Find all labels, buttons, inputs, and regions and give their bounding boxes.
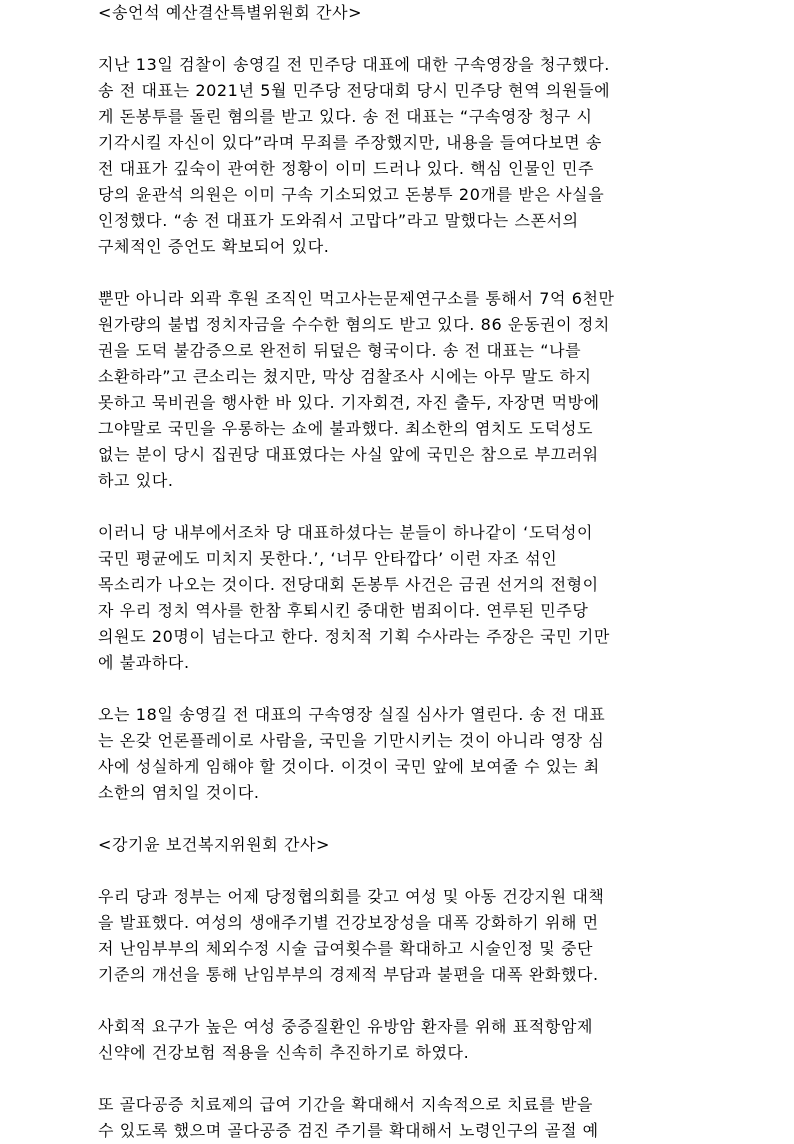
paragraph-line: 없는 분이 당시 집권당 대표였다는 사실 앞에 국민은 참으로 부끄러워 — [98, 445, 599, 464]
paragraph-line: 목소리가 나오는 것이다. 전당대회 돈봉투 사건은 금권 선거의 전형이 — [98, 575, 599, 594]
paragraph-line: 전 대표가 깊숙이 관여한 정황이 이미 드러나 있다. 핵심 인물인 민주 — [98, 159, 595, 178]
paragraph-line: 우리 당과 정부는 어제 당정협의회를 갖고 여성 및 아동 건강지원 대책 — [98, 887, 605, 906]
paragraph-line: 사에 성실하게 임해야 할 것이다. 이것이 국민 앞에 보여줄 수 있는 최 — [98, 757, 600, 776]
section-spacer — [98, 806, 708, 832]
paragraph-line: 기준의 개선을 통해 난임부부의 경제적 부담과 불편을 대폭 완화했다. — [98, 965, 599, 984]
paragraph-line: 못하고 묵비권을 행사한 바 있다. 기자회견, 자진 출두, 자장면 먹방에 — [98, 393, 600, 412]
paragraph — [98, 286, 708, 494]
paragraph-line: 게 돈봉투를 돌린 혐의를 받고 있다. 송 전 대표는 “구속영장 청구 시 — [98, 107, 593, 126]
paragraph-line: 하고 있다. — [98, 471, 174, 490]
paragraph-line: 송 전 대표는 2021년 5월 민주당 전당대회 당시 민주당 현역 의원들에 — [98, 81, 611, 100]
paragraph-spacer — [98, 676, 708, 702]
paragraph — [98, 520, 708, 676]
paragraph-line: 의원도 20명이 넘는다고 한다. 정치적 기획 수사라는 주장은 국민 기만 — [98, 627, 610, 646]
document-body — [98, 0, 708, 1144]
paragraph-line: 는 온갖 언론플레이로 사람을, 국민을 기만시키는 것이 아니라 영장 심 — [98, 731, 605, 750]
paragraph-line: 뿐만 아니라 외곽 후원 조직인 먹고사는문제연구소를 통해서 7억 6천만 — [98, 289, 615, 308]
paragraph-line: 국민 평균에도 미치지 못한다.’, ‘너무 안타깝다’ 이런 자조 섞인 — [98, 549, 558, 568]
paragraph-line: 또 골다공증 치료제의 급여 기간을 확대해서 지속적으로 치료를 받을 — [98, 1095, 594, 1114]
paragraph-line: 소환하라”고 큰소리는 쳤지만, 막상 검찰조사 시에는 아무 말도 하지 — [98, 367, 592, 386]
paragraph-spacer — [98, 1066, 708, 1092]
paragraph-line: 지난 13일 검찰이 송영길 전 민주당 대표에 대한 구속영장을 청구했다. — [98, 55, 610, 74]
paragraph-line: 자 우리 정치 역사를 한참 후퇴시킨 중대한 범죄이다. 연루된 민주당 — [98, 601, 589, 620]
paragraph-line: 그야말로 국민을 우롱하는 쇼에 불과했다. 최소한의 염치도 도덕성도 — [98, 419, 594, 438]
paragraph-spacer — [98, 494, 708, 520]
paragraph-line: 수 있도록 했으며 골다공증 검진 주기를 확대해서 노령인구의 골절 예 — [98, 1121, 599, 1140]
paragraph — [98, 52, 708, 260]
paragraph-line: 이러니 당 내부에서조차 당 대표하셨다는 분들이 하나같이 ‘도덕성이 — [98, 523, 594, 542]
paragraph-line: 구체적인 증언도 확보되어 있다. — [98, 237, 330, 256]
paragraph-line: 인정했다. “송 전 대표가 도와줘서 고맙다”라고 말했다는 스폰서의 — [98, 211, 579, 230]
paragraph-spacer — [98, 858, 708, 884]
paragraph-spacer — [98, 260, 708, 286]
paragraph — [98, 702, 708, 806]
paragraph — [98, 884, 708, 988]
section-heading: <송언석 예산결산특별위원회 간사> — [98, 3, 363, 22]
paragraph-line: 오는 18일 송영길 전 대표의 구속영장 실질 심사가 열린다. 송 전 대표 — [98, 705, 606, 724]
paragraph-line: 에 불과하다. — [98, 653, 190, 672]
paragraph-line: 신약에 건강보험 적용을 신속히 추진하기로 하였다. — [98, 1043, 470, 1062]
paragraph-line: 을 발표했다. 여성의 생애주기별 건강보장성을 대폭 강화하기 위해 먼 — [98, 913, 599, 932]
paragraph-line: 저 난임부부의 체외수정 시술 급여횟수를 확대하고 시술인정 및 중단 — [98, 939, 594, 958]
paragraph-line: 소한의 염치일 것이다. — [98, 783, 260, 802]
paragraph-line: 기각시킬 자신이 있다”라며 무죄를 주장했지만, 내용을 들여다보면 송 — [98, 133, 602, 152]
paragraph-line: 권을 도덕 불감증으로 완전히 뒤덮은 형국이다. 송 전 대표는 “나를 — [98, 341, 582, 360]
paragraph-line: 사회적 요구가 높은 여성 중증질환인 유방암 환자를 위해 표적항암제 — [98, 1017, 594, 1036]
paragraph-spacer — [98, 988, 708, 1014]
paragraph — [98, 1092, 708, 1144]
paragraph — [98, 1014, 708, 1066]
section-heading: <강기윤 보건복지위원회 간사> — [98, 835, 331, 854]
paragraph-spacer — [98, 26, 708, 52]
paragraph-line: 당의 윤관석 의원은 이미 구속 기소되었고 돈봉투 20개를 받은 사실을 — [98, 185, 605, 204]
paragraph-line: 원가량의 불법 정치자금을 수수한 혐의도 받고 있다. 86 운동권이 정치 — [98, 315, 610, 334]
